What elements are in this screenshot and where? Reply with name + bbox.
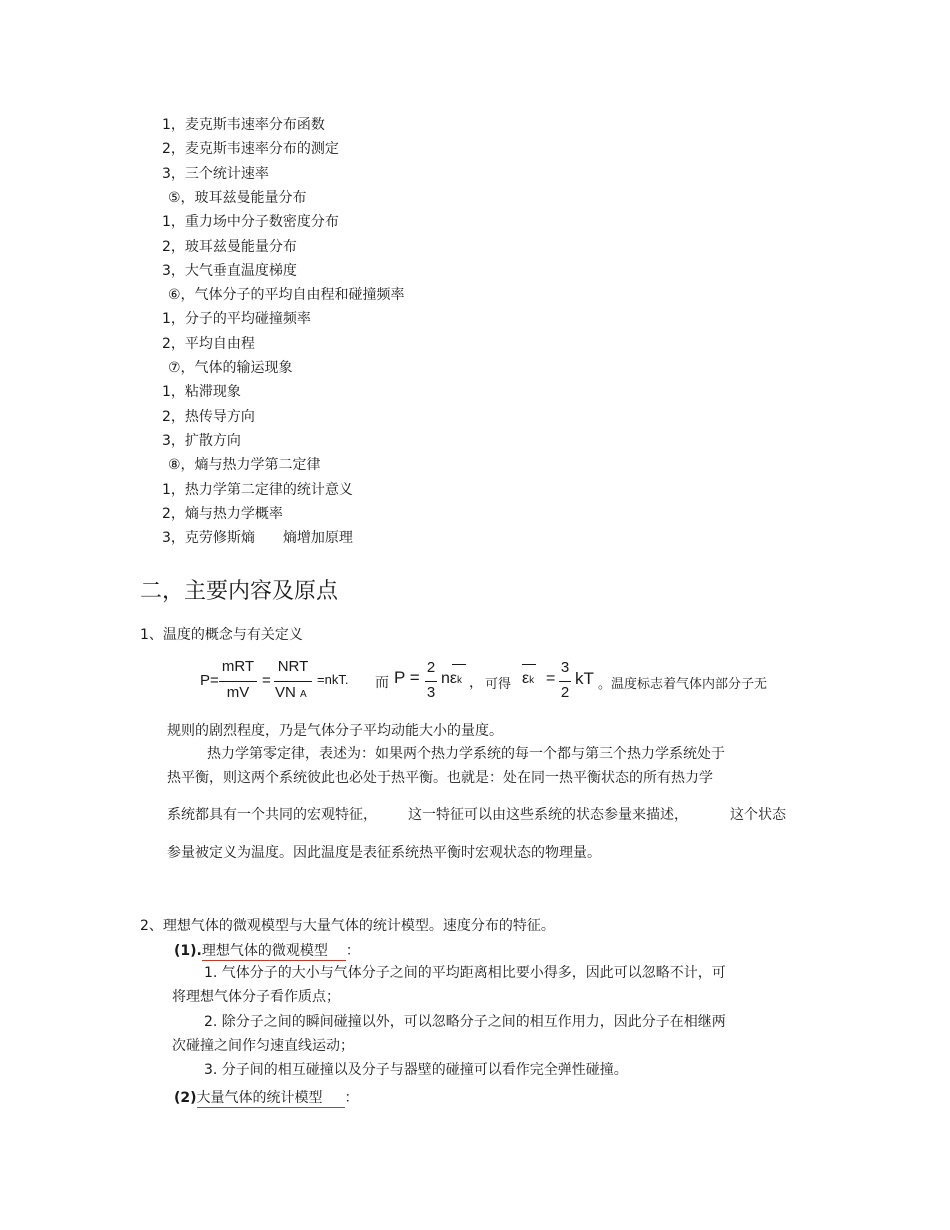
subsection2-title: 大量气体的统计模型 — [197, 1090, 345, 1108]
section2-title: 2、理想气体的微观模型与大量气体的统计模型。速度分布的特征。 — [140, 918, 555, 934]
outline-list-item: 1，热力学第二定律的统计意义 — [162, 482, 353, 498]
outline-list-item: 1，麦克斯韦速率分布函数 — [162, 117, 325, 133]
zeroth-law-line2: 热平衡，则这两个系统彼此也必处于热平衡。也就是：处在同一热平衡状态的所有热力学 — [167, 770, 713, 786]
formula-f4-num: 3 — [560, 659, 570, 676]
zeroth-law-line1: 热力学第零定律，表述为：如果两个热力学系统的每一个都与第三个热力学系统处于 — [207, 746, 725, 762]
formula-kede: 可得 — [485, 676, 512, 691]
formula-n-eps: nε — [441, 670, 458, 687]
fraction-bar — [425, 681, 437, 682]
fraction-bar — [219, 681, 257, 682]
formula-f1-num: mRT — [221, 658, 255, 675]
outline-list-item: 2，熵与热力学概率 — [162, 506, 283, 522]
fraction-bar — [274, 681, 312, 682]
item1-line2: 将理想气体分子看作质点； — [172, 989, 340, 1005]
formula-eq2: = — [262, 672, 271, 689]
item2-line1: 2. 除分子之间的瞬间碰撞以外，可以忽略分子之间的相互作用力，因此分子在相继两 — [204, 1014, 726, 1030]
outline-list-item: 3，大气垂直温度梯度 — [162, 263, 297, 279]
outline-section-item: ⑥，气体分子的平均自由程和碰撞频率 — [168, 287, 405, 303]
formula-er: 而 — [375, 674, 389, 690]
subsection1-heading — [174, 940, 360, 960]
subsection2-number: (2) — [174, 1090, 197, 1106]
zeroth-law-line4: 参量被定义为温度。因此温度是表征系统热平衡时宏观状态的物理量。 — [167, 845, 601, 861]
section1-line2: 规则的剧烈程度，乃是气体分子平均动能大小的量度。 — [167, 723, 503, 739]
formula-k1: k — [457, 675, 463, 686]
outline-list-item: 3，三个统计速率 — [162, 166, 269, 182]
formula-f3-num: 2 — [426, 659, 436, 676]
formula-f1-den: mV — [226, 684, 250, 701]
formula-eq4: = — [546, 670, 556, 687]
outline-section-item: ⑧，熵与热力学第二定律 — [168, 457, 321, 473]
formula-f2-den: VN — [275, 684, 296, 701]
section-heading: 二，主要内容及原点 — [140, 579, 339, 604]
zeroth-law-line3c: 这个状态 — [730, 807, 786, 823]
formula-comma: ， — [469, 674, 483, 690]
subsection2-heading — [174, 1087, 359, 1107]
formula-p2: P = — [394, 668, 420, 687]
outline-list-item: 2，平均自由程 — [162, 336, 255, 352]
formula-f2-num: NRT — [277, 658, 309, 675]
formula-tail: 。温度标志着气体内部分子无 — [598, 676, 768, 691]
item1-line1: 1. 气体分子的大小与气体分子之间的平均距离相比要小得多，因此可以忽略不计，可 — [204, 965, 726, 981]
outline-section-item: ⑤，玻耳兹曼能量分布 — [168, 190, 307, 206]
item3-line1: 3. 分子间的相互碰撞以及分子与器壁的碰撞可以看作完全弹性碰撞。 — [204, 1062, 628, 1078]
outline-list-item: 2，玻耳兹曼能量分布 — [162, 239, 297, 255]
subsection1-colon: ： — [345, 943, 360, 959]
outline-list-item: 1，粘滞现象 — [162, 384, 241, 400]
subsection1-number: (1). — [174, 943, 202, 959]
outline-list-item: 1，分子的平均碰撞频率 — [162, 311, 311, 327]
formula-f4-den: 2 — [560, 684, 570, 701]
formula-kT: kT — [575, 669, 594, 688]
section1-title: 1、温度的概念与有关定义 — [140, 627, 303, 643]
outline-list-item: 3，克劳修斯熵 熵增加原理 — [162, 530, 353, 546]
formula-eps2: ε — [522, 670, 530, 687]
item2-line2: 次碰撞之间作匀速直线运动； — [172, 1038, 354, 1054]
subsection1-title: 理想气体的微观模型 — [202, 943, 346, 961]
formula-k2: k — [529, 675, 535, 686]
outline-section-item: ⑦，气体的输运现象 — [168, 360, 293, 376]
outline-list-item: 2，热传导方向 — [162, 409, 255, 425]
overline-bar — [522, 664, 536, 665]
subsection2-colon: ： — [344, 1090, 359, 1106]
outline-list-item: 3，扩散方向 — [162, 433, 241, 449]
fraction-bar — [559, 681, 571, 682]
zeroth-law-line3a: 系统都具有一个共同的宏观特征， — [167, 807, 377, 823]
zeroth-law-line3b: 这一特征可以由这些系统的状态参量来描述， — [408, 807, 688, 823]
formula-eq3: =nkT. — [317, 672, 349, 687]
outline-list-item: 1，重力场中分子数密度分布 — [162, 214, 339, 230]
overline-bar — [452, 664, 466, 665]
formula-f3-den: 3 — [426, 684, 436, 701]
formula-f2-den-sub: A — [300, 689, 307, 700]
formula-p-eq: P= — [200, 672, 219, 689]
outline-list-item: 2，麦克斯韦速率分布的测定 — [162, 141, 339, 157]
